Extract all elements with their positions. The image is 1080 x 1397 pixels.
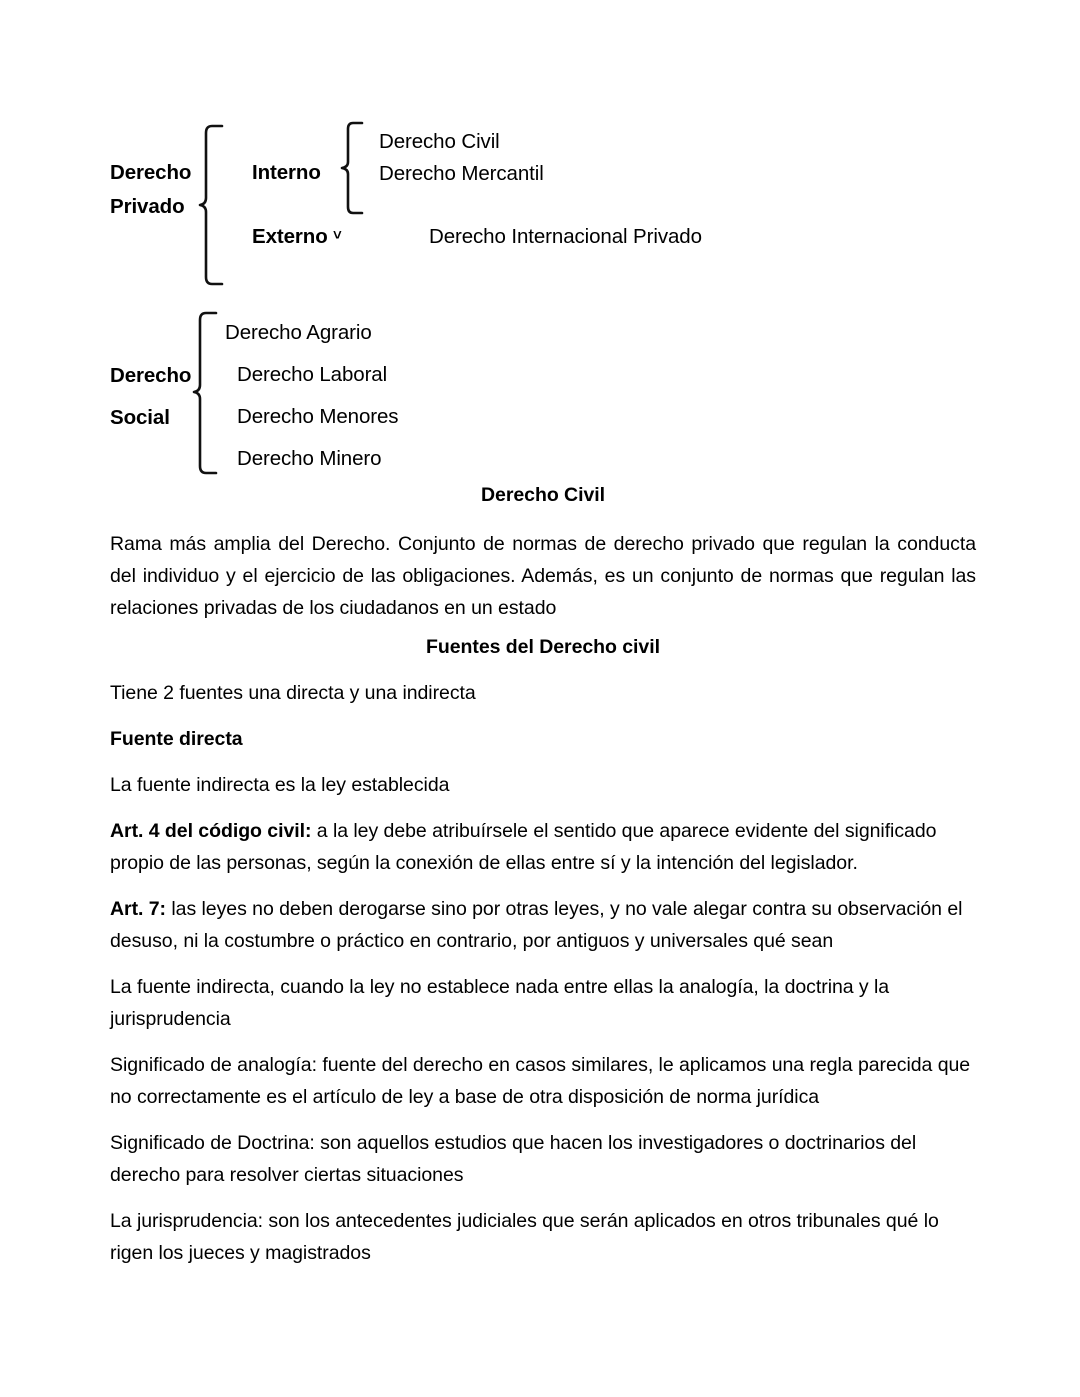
chevron-down-icon: ˅ <box>333 227 342 244</box>
diagram-social-item-derecho-minero: Derecho Minero <box>237 447 382 470</box>
paragraph-dos-fuentes: Tiene 2 fuentes una directa y una indirecta <box>110 682 476 704</box>
paragraph-articulo-7 <box>110 893 976 957</box>
heading-fuentes-derecho-civil: Fuentes del Derecho civil <box>426 635 660 658</box>
paragraph-fuente-indirecta-ley: La fuente indirecta es la ley establecida <box>110 774 450 796</box>
paragraph-definicion-derecho-civil: Rama más amplia del Derecho. Conjunto de normas de derecho privado que regulan la conducta del individuo y el ejercicio de las obligaciones. Además, es un conjunto de normas que regulan las relaciones privadas de los ciudadanos en un estado <box>110 532 976 619</box>
paragraph-fuente-indirecta: La fuente indirecta, cuando la ley no establece nada entre ellas la analogía, la doctrina y la jurisprudencia <box>110 976 890 1030</box>
heading-derecho-civil: Derecho Civil <box>481 484 605 506</box>
articulo-7-label: Art. 7: <box>110 898 166 920</box>
diagram-private-item-derecho-mercantil: Derecho Mercantil <box>379 162 544 185</box>
heading-fuente-directa: Fuente directa <box>110 728 243 750</box>
diagram-private-root-line1: Derecho <box>110 161 192 184</box>
diagram-social-root-line1: Derecho <box>110 364 192 387</box>
brace-interno <box>340 121 364 215</box>
diagram-social-item-derecho-laboral: Derecho Laboral <box>237 363 388 386</box>
paragraph-analogia: Significado de analogía: fuente del derecho en casos similares, le aplicamos una regla parecida que no correctamente es el artículo de ley a base de otra disposición de norma jurídica <box>110 1054 971 1108</box>
diagram-private-root-line2: Privado <box>110 195 185 218</box>
paragraph-doctrina: Significado de Doctrina: son aquellos estudios que hacen los investigadores o doctrinarios del derecho para resolver ciertas situaciones <box>110 1132 917 1186</box>
diagram-private-item-derecho-internacional-privado: Derecho Internacional Privado <box>429 225 702 248</box>
brace-derecho-privado <box>198 124 224 286</box>
paragraph-jurisprudencia: La jurisprudencia: son los antecedentes judiciales que serán aplicados en otros tribunales qué lo rigen los jueces y magistrados <box>110 1210 939 1264</box>
articulo-4-text: a la ley debe atribuírsele el sentido que aparece evidente del significado propio de las personas, según la conexión de ellas entre sí y la intención del legislador. <box>110 820 937 874</box>
diagram-social-root-line2: Social <box>110 406 170 429</box>
articulo-4-label: Art. 4 del código civil: <box>110 820 312 842</box>
paragraph-articulo-4 <box>110 815 976 879</box>
document-body <box>110 486 976 1269</box>
diagram-private-branch-externo: Externo <box>252 225 328 248</box>
brace-derecho-social <box>192 311 218 475</box>
articulo-7-text: las leyes no deben derogarse sino por otras leyes, y no vale alegar contra su observación el desuso, ni la costumbre o práctico en contrario, por antiguos y universales qué sean <box>110 898 963 952</box>
diagram-private-item-derecho-civil: Derecho Civil <box>379 130 500 153</box>
diagram-social-item-derecho-agrario: Derecho Agrario <box>225 321 372 344</box>
diagram-private-branch-interno: Interno <box>252 161 321 184</box>
diagram-social-item-derecho-menores: Derecho Menores <box>237 405 399 428</box>
